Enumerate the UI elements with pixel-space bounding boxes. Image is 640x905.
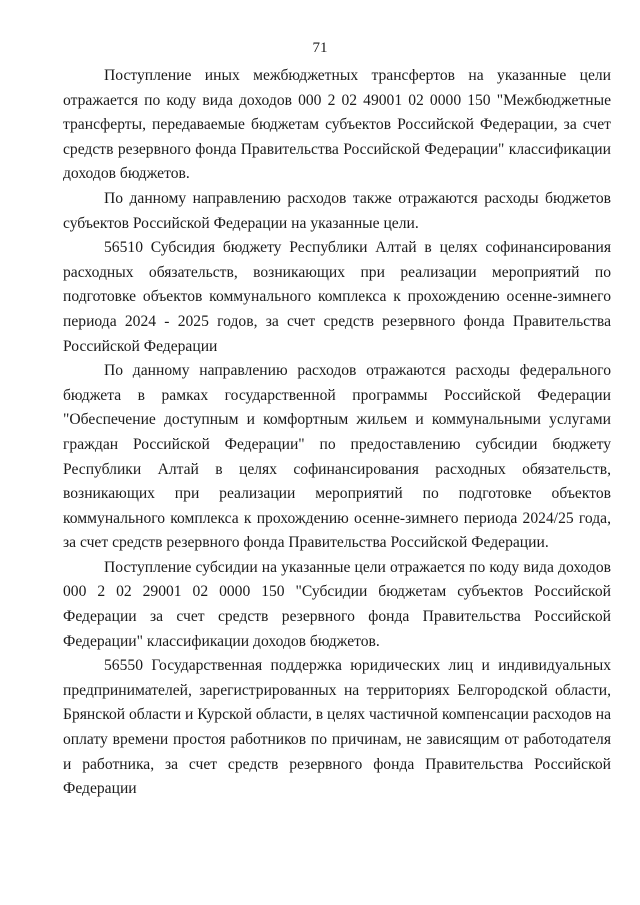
page-number: 71 xyxy=(312,40,328,56)
paragraph-56510-heading: 56510 Субсидия бюджету Республики Алтай в целях софинансирования расходных обязательств, возникающих при реализации мероприятий по подготовке объектов коммунального комплекса к прохождению осенне-зимнего периода 2024 - 2025 годов, за счет средств резервного фонда Правительства Российской Федерации xyxy=(63,239,611,355)
paragraph-subsidy-revenue: Поступление субсидии на указанные цели отражается по коду вида доходов 000 2 02 29001 02 0000 150 "Субсидии бюджетам субъектов Российской Федерации за счет средств резервного фонда Правительства Российской Федерации" классификации доходов бюджетов. xyxy=(63,558,611,650)
paragraph-transfers-revenue: Поступление иных межбюджетных трансфертов на указанные цели отражается по коду вида доходов 000 2 02 49001 02 0000 150 "Межбюджетные трансферты, передаваемые бюджетам субъектов Российской Федерации, за счет средств резервного фонда Правительства Российской Федерации" классификации доходов бюджетов. xyxy=(63,67,611,183)
paragraph-56550-heading: 56550 Государственная поддержка юридических лиц и индивидуальных предпринимателей, зарегистрированных на территориях Белгородской области, Брянской области и Курской области, в целях частичной компенсации расходов на оплату времени простоя работников по причинам, не зависящим от работодателя и работника, за счет средств резервного фонда Правительства Российской Федерации xyxy=(63,657,611,798)
paragraph-56510-description: По данному направлению расходов отражаются расходы федерального бюджета в рамках государственной программы Российской Федерации "Обеспечение доступным и комфортным жильем и коммунальными услугами граждан Российской Федерации" по предоставлению субсидии бюджету Республики Алтай в целях софинансирования расходных обязательств, возникающих при реализации мероприятий по подготовке объектов коммунального комплекса к прохождению осенне-зимнего периода 2024/25 года, за счет средств резервного фонда Правительства Российской Федерации. xyxy=(63,362,611,552)
document-body xyxy=(63,64,611,802)
paragraph-regional-expenses: По данному направлению расходов также отражаются расходы бюджетов субъектов Российской Федерации на указанные цели. xyxy=(63,189,611,232)
